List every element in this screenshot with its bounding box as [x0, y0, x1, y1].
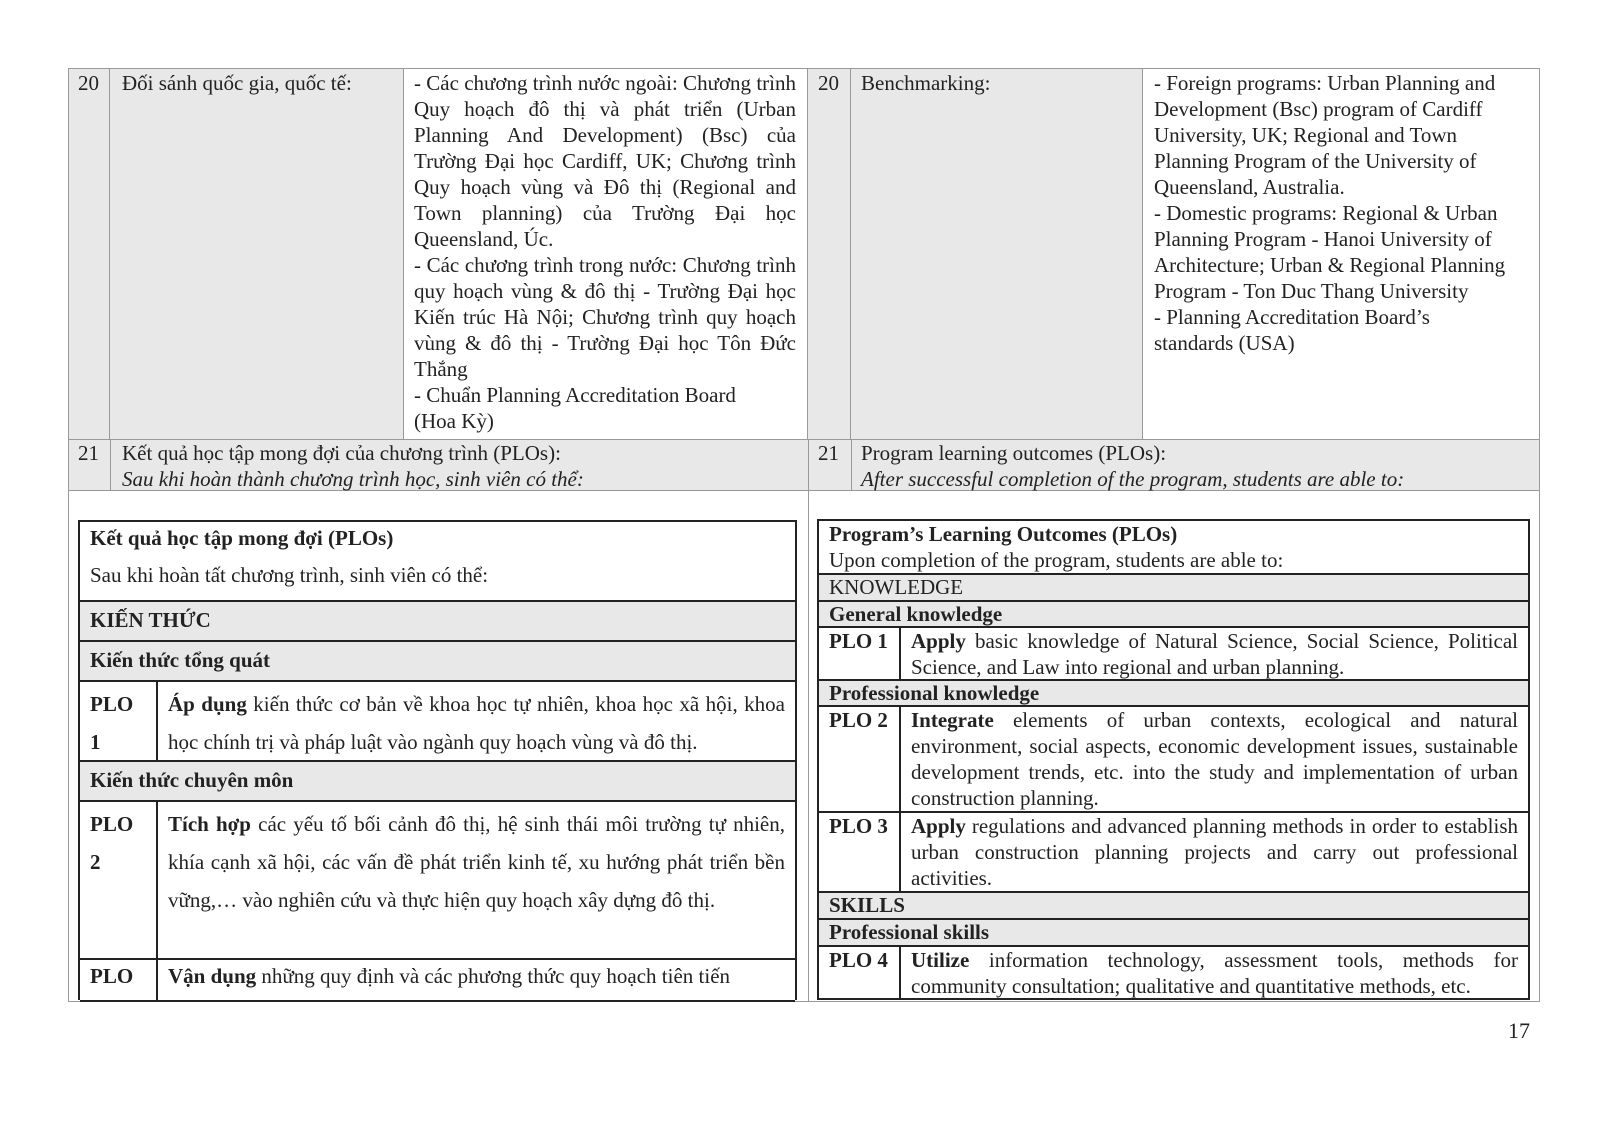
- en-plo1-row: [819, 626, 1528, 679]
- vi-plo1-row: [80, 680, 795, 760]
- en-plo1-desc: basic knowledge of Natural Science, Social Science, Political Science, and Law into regional and urban planning.: [911, 629, 1518, 679]
- en-plo4-text: [911, 947, 1518, 999]
- vi-plo-table: [78, 520, 797, 1000]
- vi-plo1-label-cell: [80, 682, 158, 760]
- en-table-intro: Upon completion of the program, students are able to:: [829, 548, 1284, 572]
- row20-en-number: 20: [818, 71, 839, 95]
- row20-en-content: [1154, 70, 1534, 356]
- vi-plo3-text: [168, 963, 785, 989]
- vi-plo3-verb: Vận dụng: [168, 964, 257, 988]
- en-plo4-content-cell: [901, 947, 1528, 998]
- en-general-row: [819, 600, 1528, 626]
- vi-plo3-row: [80, 958, 795, 1002]
- row20-vi-item: - Các chương trình trong nước: Chương trình quy hoạch vùng & đô thị - Trường Đại học Kiến trúc Hà Nội; Chương trình quy hoạch vùng & đô thị - Trường Đại học Tôn Đức Thắng: [414, 253, 796, 381]
- vi-title-row: [80, 522, 795, 602]
- row20-en-num-cell: [808, 69, 851, 439]
- row20-vi-item: - Chuẩn Planning Accreditation Board (Hoa Kỳ): [414, 383, 736, 433]
- row20-vi-item: - Các chương trình nước ngoài: Chương trình Quy hoạch đô thị và phát triển (Urban Planning And Development) (Bsc) của Trường Đại học Cardiff, UK; Chương trình Quy hoạch vùng và Đô thị (Regional and Town planning) của Trường Đại học Queensland, Úc.: [414, 71, 796, 251]
- vi-plo2-label-cell: [80, 802, 158, 958]
- en-plo3-desc: regulations and advanced planning methods in order to establish urban construction planning projects and carry out professional activities.: [911, 814, 1518, 890]
- en-prof-skills-row: [819, 918, 1528, 945]
- en-plo4-label: PLO 4: [829, 948, 888, 972]
- en-plo2-desc: elements of urban contexts, ecological and natural environment, social aspects, economic development issues, sustainable development trends, etc. into the study and implementation of urban construction planning.: [911, 708, 1518, 810]
- en-plo2-text: [911, 707, 1518, 811]
- vi-plo3-content-cell: [158, 960, 795, 1000]
- row20-en-item: - Planning Accreditation Board’s standards (USA): [1154, 305, 1430, 355]
- row21-en-title: Program learning outcomes (PLOs):: [861, 441, 1167, 465]
- en-plo3-label-cell: [819, 813, 901, 891]
- vi-professional-row: [80, 760, 795, 800]
- row20-vi-label: Đối sánh quốc gia, quốc tế:: [122, 71, 352, 95]
- en-plo1-content-cell: [901, 628, 1528, 679]
- en-table-title: Program’s Learning Outcomes (PLOs): [829, 522, 1178, 546]
- en-plo4-desc: information technology, assessment tools, methods for community consultation; qualitative and quantitative methods, etc.: [911, 948, 1518, 998]
- row21-divider-en: [851, 439, 852, 491]
- vi-plo1-verb: Áp dụng: [168, 692, 247, 716]
- en-plo2-label-cell: [819, 707, 901, 811]
- row20-vi-label-cell: [110, 69, 404, 439]
- en-knowledge-row: [819, 573, 1528, 600]
- en-plo4-row: [819, 945, 1528, 998]
- en-plo3-verb: Apply: [911, 814, 966, 838]
- en-skills-heading: SKILLS: [829, 893, 905, 917]
- vi-table-intro: Sau khi hoàn tất chương trình, sinh viên có thể:: [90, 563, 489, 587]
- vi-plo2-text: [168, 805, 785, 919]
- row21-vi-number: 21: [78, 441, 99, 465]
- en-plo2-verb: Integrate: [911, 708, 994, 732]
- vi-plo2-content-cell: [158, 802, 795, 958]
- en-plo1-label: PLO 1: [829, 629, 888, 653]
- en-prof-skills-heading: Professional skills: [829, 920, 990, 944]
- en-plo3-content-cell: [901, 813, 1528, 891]
- row21-vi-title: Kết quả học tập mong đợi của chương trình (PLOs):: [122, 441, 561, 465]
- row20-vi-content: [414, 70, 796, 434]
- vi-plo3-label-cell: [80, 960, 158, 1000]
- vi-general-heading: Kiến thức tổng quát: [90, 648, 271, 672]
- row21-divider-vi: [110, 439, 111, 491]
- vi-table-title: Kết quả học tập mong đợi (PLOs): [90, 526, 394, 550]
- row20-en-item: - Foreign programs: Urban Planning and Development (Bsc) program of Cardiff University, UK; Regional and Town Planning Program of the University of Queensland, Australia.: [1154, 71, 1496, 199]
- en-plo-table: [817, 519, 1530, 1000]
- en-title-row: [819, 521, 1528, 573]
- vi-professional-heading: Kiến thức chuyên môn: [90, 768, 294, 792]
- en-plo1-verb: Apply: [911, 629, 966, 653]
- vi-plo1-text: [168, 685, 785, 761]
- en-plo4-verb: Utilize: [911, 948, 970, 972]
- vi-general-row: [80, 640, 795, 680]
- row20-vi-number: 20: [78, 71, 99, 95]
- vi-plo2-verb: Tích hợp: [168, 812, 251, 836]
- en-general-heading: General knowledge: [829, 602, 1003, 626]
- en-knowledge-heading: KNOWLEDGE: [829, 575, 964, 599]
- en-professional-row: [819, 679, 1528, 705]
- row21-vi-subtitle: Sau khi hoàn thành chương trình học, sinh viên có thể:: [122, 467, 584, 491]
- en-plo2-row: [819, 705, 1528, 811]
- vi-plo2-row: [80, 800, 795, 958]
- en-plo2-label: PLO 2: [829, 708, 888, 732]
- en-plo1-label-cell: [819, 628, 901, 679]
- vi-plo2-label: PLO 2: [90, 812, 134, 874]
- row21-divider-mid: [808, 439, 809, 1002]
- en-plo4-label-cell: [819, 947, 901, 998]
- vi-knowledge-heading: KIẾN THỨC: [90, 608, 211, 632]
- vi-plo2-desc: các yếu tố bối cảnh đô thị, hệ sinh thái môi trường tự nhiên, khía cạnh xã hội, các vấn đề phát triển kinh tế, xu hướng phát triển bền vững,… vào nghiên cứu và thực hiện quy hoạch xây dựng đô thị.: [168, 812, 786, 912]
- en-plo3-text: [911, 813, 1518, 891]
- vi-plo1-label: PLO 1: [90, 692, 134, 754]
- row20-en-item: - Domestic programs: Regional & Urban Planning Program - Hanoi University of Architecture; Urban & Regional Planning Program - Ton Duc Thang University: [1154, 201, 1506, 303]
- en-plo3-label: PLO 3: [829, 814, 888, 838]
- vi-plo1-desc: kiến thức cơ bản về khoa học tự nhiên, khoa học xã hội, khoa học chính trị và pháp luật vào ngành quy hoạch vùng và đô thị.: [168, 692, 786, 754]
- en-plo3-row: [819, 811, 1528, 891]
- vi-plo3-label: PLO: [90, 964, 134, 988]
- vi-plo1-content-cell: [158, 682, 795, 760]
- row20-vi-num-cell: [69, 69, 110, 439]
- row21-en-subtitle: After successful completion of the program, students are able to:: [861, 467, 1405, 491]
- row20-en-label-cell: [851, 69, 1143, 439]
- vi-knowledge-row: [80, 600, 795, 640]
- page-number: 17: [1508, 1018, 1530, 1043]
- vi-plo3-desc: những quy định và các phương thức quy hoạch tiên tiến: [256, 964, 731, 988]
- en-professional-heading: Professional knowledge: [829, 681, 1040, 705]
- en-skills-row: [819, 891, 1528, 918]
- row20-en-label: Benchmarking:: [861, 71, 991, 95]
- row21-en-number: 21: [818, 441, 839, 465]
- en-plo1-text: [911, 628, 1518, 680]
- en-plo2-content-cell: [901, 707, 1528, 811]
